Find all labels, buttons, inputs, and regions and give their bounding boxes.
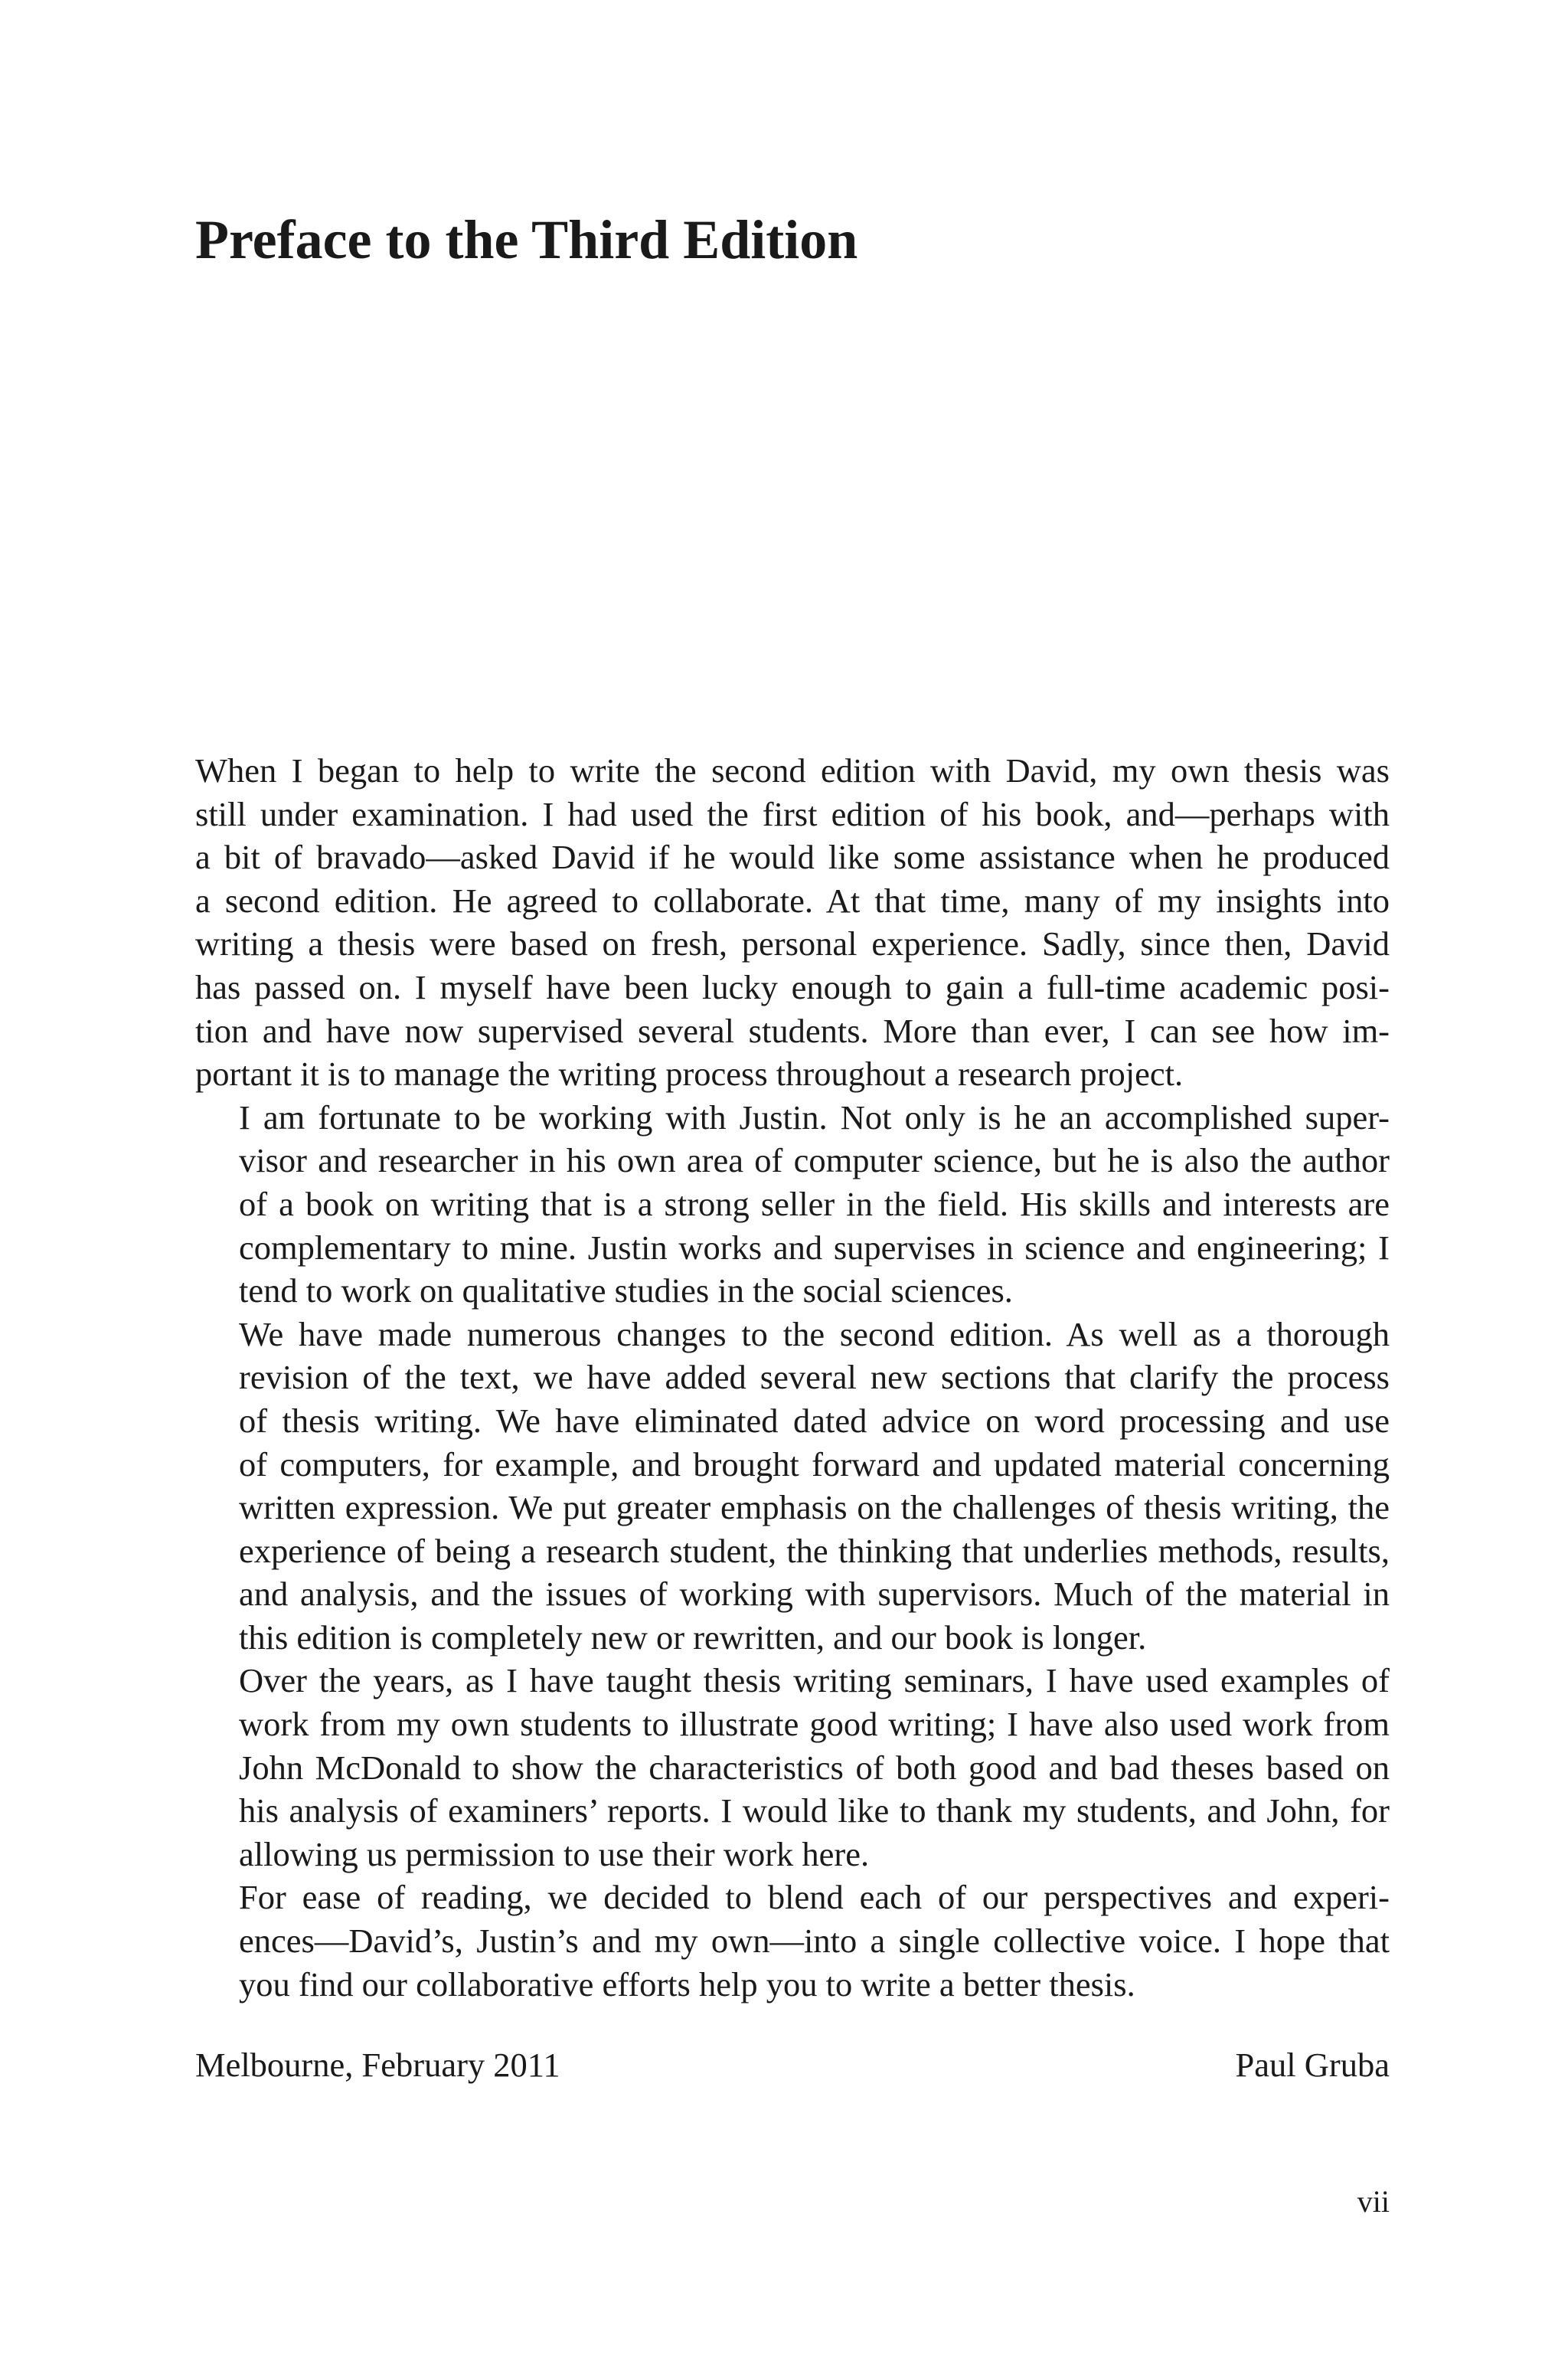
text-line: a bit of bravado—asked David if he would like some assistance when he produced (195, 838, 1390, 877)
text-line: John McDonald to show the characteristics of both good and bad theses based on (239, 1748, 1390, 1787)
text-line: We have made numerous changes to the second edition. As well as a thorough (239, 1314, 1390, 1353)
text-line: visor and researcher in his own area of computer science, but he is also the author (239, 1141, 1390, 1180)
text-line: written expression. We put greater emphasis on the challenges of thesis writing, the (239, 1488, 1390, 1527)
text-line: portant it is to manage the writing process throughout a research project. (195, 1055, 1184, 1094)
page-title: Preface to the Third Edition (195, 209, 858, 270)
author-name: Paul Gruba (1235, 2046, 1390, 2084)
paragraph-1 (195, 749, 1390, 1096)
paragraph-4 (195, 1659, 1390, 1876)
text-line: tion and have now supervised several students. More than ever, I can see how im- (195, 1011, 1390, 1050)
text-line: complementary to mine. Justin works and supervises in science and engineering; I (239, 1228, 1390, 1267)
text-line: For ease of reading, we decided to blend each of our perspectives and experi- (239, 1878, 1390, 1917)
text-line: I am fortunate to be working with Justin. Not only is he an accomplished super- (239, 1097, 1390, 1137)
place-date: Melbourne, February 2011 (195, 2046, 560, 2084)
text-line: Over the years, as I have taught thesis writing seminars, I have used examples of (239, 1661, 1390, 1700)
page-number: vii (1357, 2184, 1390, 2219)
signoff (195, 2043, 1390, 2086)
paragraph-5 (195, 1876, 1390, 2006)
text-line: ences—David’s, Justin’s and my own—into a single collective voice. I hope that (239, 1922, 1390, 1961)
text-line: his analysis of examiners’ reports. I would like to thank my students, and John, for (239, 1791, 1390, 1830)
text-line: tend to work on qualitative studies in the social sciences. (239, 1271, 1013, 1310)
text-line: experience of being a research student, the thinking that underlies methods, results, (239, 1531, 1390, 1570)
text-line: of computers, for example, and brought forward and updated material concerning (239, 1444, 1390, 1483)
text-line: you find our collaborative efforts help you to write a better thesis. (239, 1964, 1135, 2003)
text-line: a second edition. He agreed to collaborate. At that time, many of my insights into (195, 881, 1390, 920)
paragraph-2 (195, 1096, 1390, 1313)
text-line: has passed on. I myself have been lucky enough to gain a full-time academic posi- (195, 967, 1390, 1006)
preface-body (195, 749, 1390, 2006)
text-line: and analysis, and the issues of working with supervisors. Much of the material in (239, 1575, 1390, 1614)
text-line: When I began to help to write the second edition with David, my own thesis was (195, 751, 1390, 790)
text-line: of thesis writing. We have eliminated dated advice on word processing and use (239, 1401, 1390, 1440)
text-line: work from my own students to illustrate good writing; I have also used work from (239, 1705, 1390, 1744)
text-line: this edition is completely new or rewritten, and our book is longer. (239, 1617, 1147, 1657)
text-line: still under examination. I had used the first edition of his book, and—perhaps with (195, 794, 1390, 833)
text-line: revision of the text, we have added several new sections that clarify the process (239, 1358, 1390, 1397)
text-line: of a book on writing that is a strong seller in the field. His skills and interests are (239, 1184, 1390, 1223)
paragraph-3 (195, 1313, 1390, 1660)
text-line: allowing us permission to use their work here. (239, 1834, 870, 1873)
text-line: writing a thesis were based on fresh, personal experience. Sadly, since then, David (195, 924, 1390, 963)
